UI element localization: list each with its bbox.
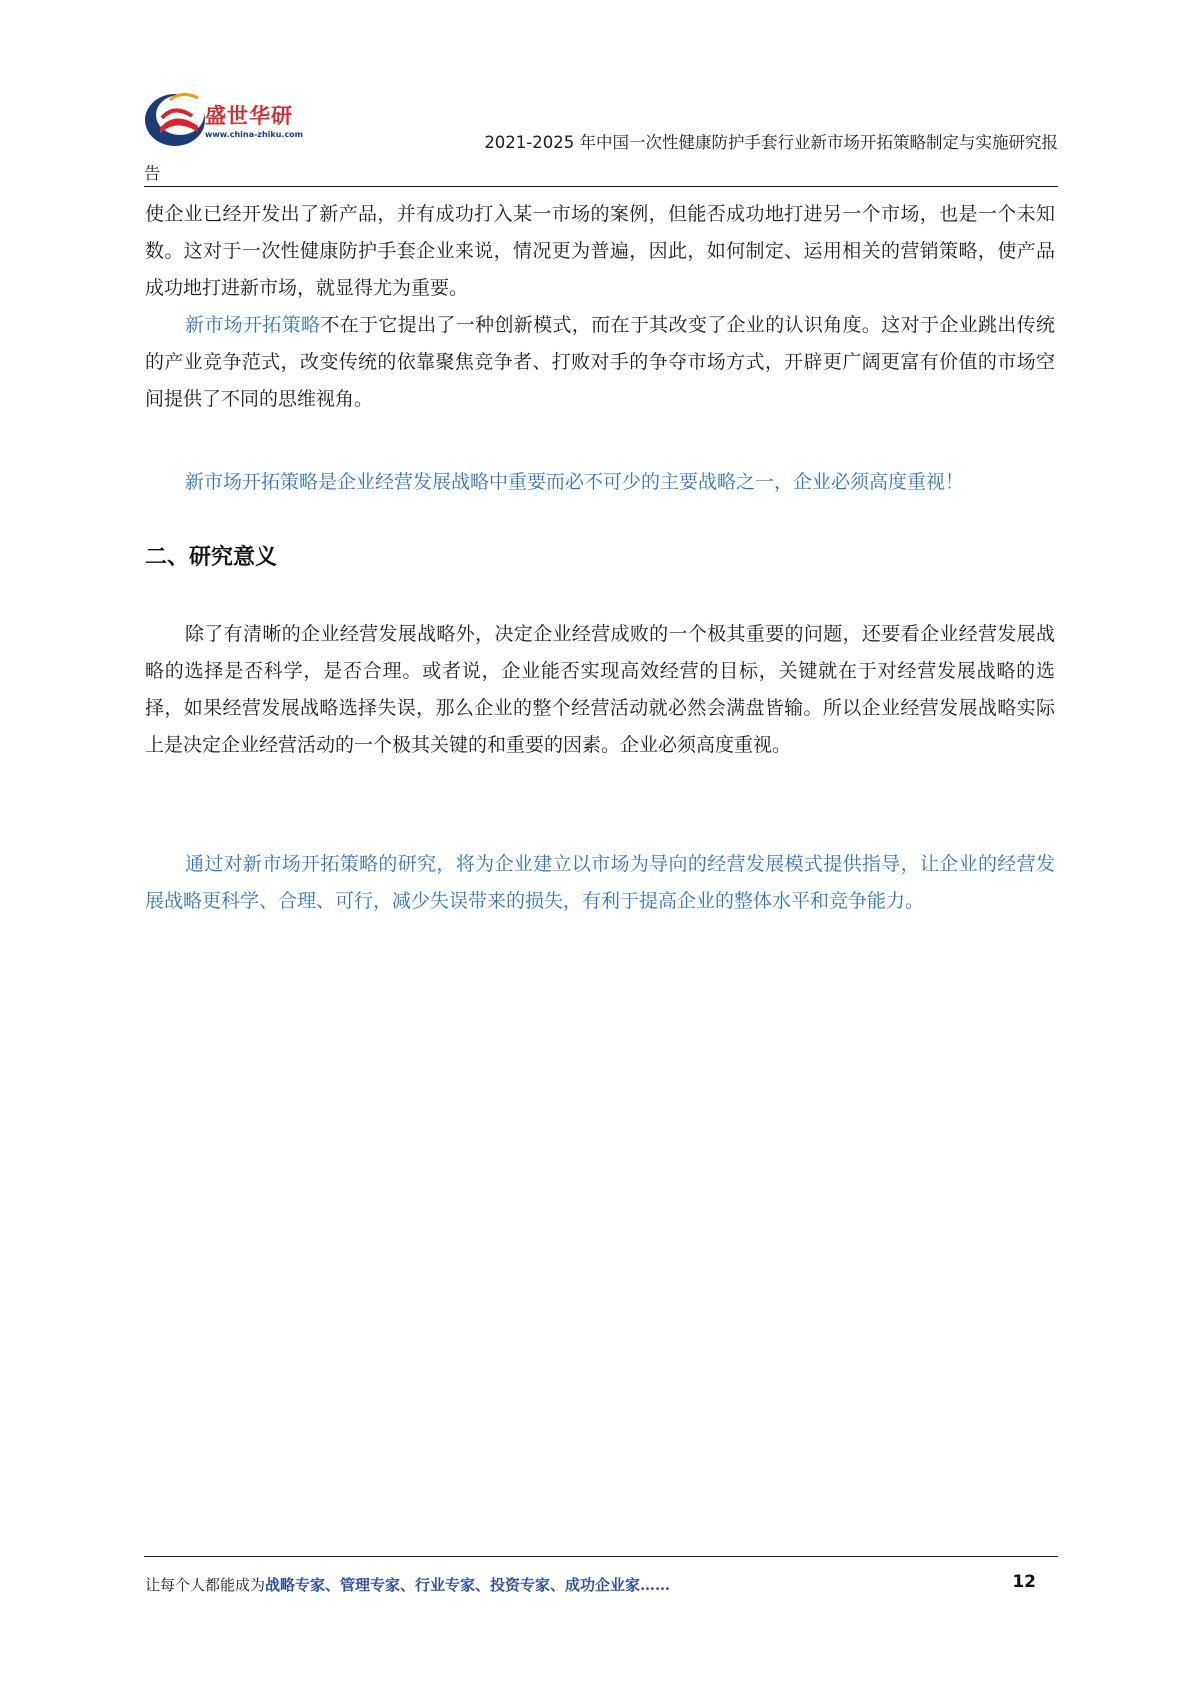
emphasis-paragraph-2: 通过对新市场开拓策略的研究，将为企业建立以市场为导向的经营发展模式提供指导，让企业的经营发展战略更科学、合理、可行，减少失误带来的损失，有利于提高企业的整体水平和竞争能力。	[145, 853, 1055, 912]
body-paragraph-3: 除了有清晰的企业经营发展战略外，决定企业经营成败的一个极其重要的问题，还要看企业经营发展战略的选择是否科学，是否合理。或者说，企业能否实现高效经营的目标，关键就在于对经营发展战略的选择，如果经营发展战略选择失误，那么企业的整个经营活动就必然会满盘皆输。所以企业经营发展战略实际上是决定企业经营活动的一个极其关键的和重要的因素。企业必须高度重视。	[145, 623, 1055, 756]
report-title: 2021-2025 年中国一次性健康防护手套行业新市场开拓策略制定与实施研究报	[484, 133, 1058, 152]
body-paragraph-1: 使企业已经开发出了新产品，并有成功打入某一市场的案例，但能否成功地打进另一个市场，也是一个未知数。这对于一次性健康防护手套企业来说，情况更为普遍，因此，如何制定、运用相关的营销策略，使产品成功地打进新市场，就显得尤为重要。	[145, 203, 1055, 299]
body-paragraph-2-block	[145, 307, 1055, 418]
logo-url: www.china-zhiku.com	[205, 130, 304, 139]
footer-divider	[144, 1556, 1058, 1557]
footer-accent: 战略专家、管理专家、行业专家、投资专家、成功企业家……	[265, 1576, 671, 1594]
highlight-term: 新市场开拓策略	[185, 314, 321, 336]
emphasis-paragraph-1: 新市场开拓策略是企业经营发展战略中重要而必不可少的主要战略之一，企业必须高度重视！	[185, 471, 965, 493]
footer-prefix: 让每个人都能成为	[145, 1576, 266, 1594]
body-paragraph-2-text: 不在于它提出了一种创新模式，而在于其改变了企业的认识角度。这对于企业跳出传统的产业竞争范式，改变传统的依靠聚焦竞争者、打败对手的争夺市场方式，开辟更广阔更富有价值的市场空间提供了不同的思维视角。	[145, 314, 1055, 410]
header-divider	[144, 186, 1058, 187]
body-paragraph-3-block	[145, 616, 1055, 764]
section-heading: 二、研究意义	[145, 545, 278, 570]
footer-slogan	[145, 1574, 670, 1595]
body-paragraph-1-block	[145, 196, 1055, 307]
emphasis-paragraph-2-block	[145, 846, 1055, 920]
emphasis-paragraph-1-block	[145, 464, 1055, 501]
body-paragraph-2	[145, 307, 1055, 418]
logo-text: 盛世华研	[205, 104, 293, 128]
report-title-continued: 告	[144, 164, 161, 183]
page-number: 12	[1012, 1572, 1036, 1592]
